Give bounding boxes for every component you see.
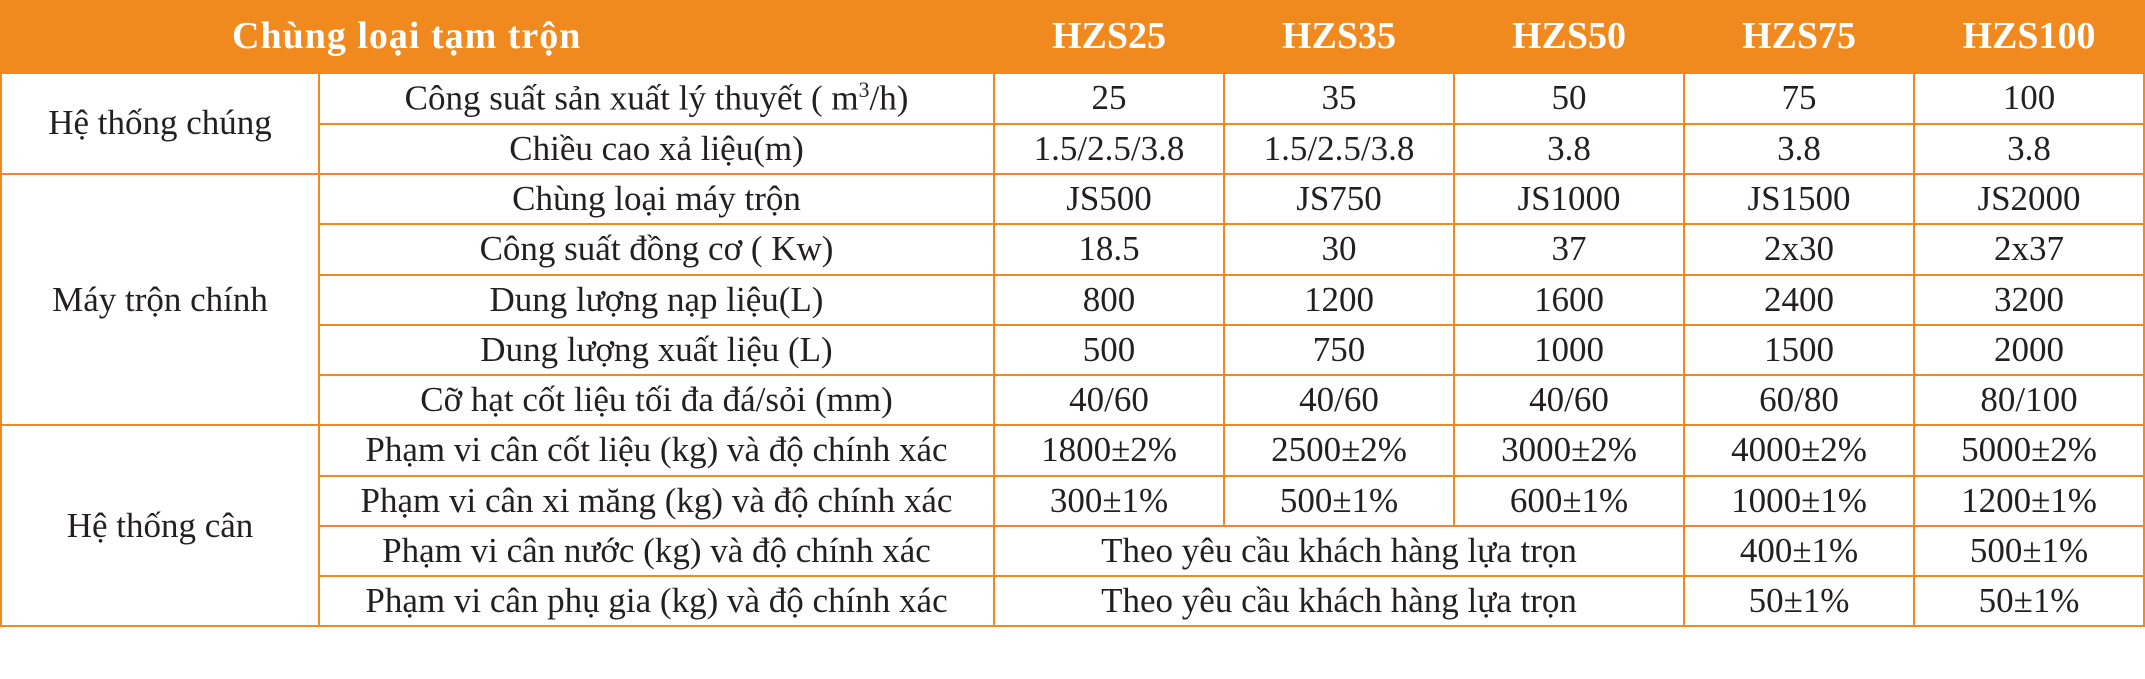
cell-value: JS750 — [1224, 174, 1454, 224]
table-row — [1, 275, 2144, 325]
row-label: Phạm vi cân xi măng (kg) và độ chính xác — [319, 476, 994, 526]
table-row — [1, 425, 2144, 475]
row-label: Cỡ hạt cốt liệu tối đa đá/sỏi (mm) — [319, 375, 994, 425]
cell-value: 40/60 — [1224, 375, 1454, 425]
cell-value: 3.8 — [1914, 124, 2144, 174]
cell-value: 600±1% — [1454, 476, 1684, 526]
cell-value: 800 — [994, 275, 1224, 325]
cell-value: JS1000 — [1454, 174, 1684, 224]
cell-value: 60/80 — [1684, 375, 1914, 425]
cell-value: 40/60 — [994, 375, 1224, 425]
cell-value: 18.5 — [994, 224, 1224, 274]
table-row — [1, 476, 2144, 526]
cell-value: 2000 — [1914, 325, 2144, 375]
cell-value: 1000 — [1454, 325, 1684, 375]
cell-value: 500±1% — [1914, 526, 2144, 576]
cell-value: 1200±1% — [1914, 476, 2144, 526]
cell-value: 500±1% — [1224, 476, 1454, 526]
cell-value: 37 — [1454, 224, 1684, 274]
cell-value: 1.5/2.5/3.8 — [994, 124, 1224, 174]
cell-value: 50 — [1454, 73, 1684, 124]
model-header-hzs50: HZS50 — [1454, 1, 1684, 73]
cell-value: 35 — [1224, 73, 1454, 124]
table-title: Chùng loại tạm trộn — [1, 1, 994, 73]
row-label: Dung lượng nạp liệu(L) — [319, 275, 994, 325]
cell-value: 1800±2% — [994, 425, 1224, 475]
cell-value: 5000±2% — [1914, 425, 2144, 475]
cell-value: 750 — [1224, 325, 1454, 375]
cell-value: 50±1% — [1684, 576, 1914, 626]
table-row — [1, 174, 2144, 224]
row-label: Phạm vi cân cốt liệu (kg) và độ chính xác — [319, 425, 994, 475]
model-header-hzs25: HZS25 — [994, 1, 1224, 73]
cell-value: 500 — [994, 325, 1224, 375]
table-row — [1, 124, 2144, 174]
row-label: Phạm vi cân phụ gia (kg) và độ chính xác — [319, 576, 994, 626]
cell-value: 3.8 — [1684, 124, 1914, 174]
model-header-hzs75: HZS75 — [1684, 1, 1914, 73]
row-label: Chiều cao xả liệu(m) — [319, 124, 994, 174]
cell-value: 25 — [994, 73, 1224, 124]
cell-value: 1200 — [1224, 275, 1454, 325]
row-label — [319, 73, 994, 124]
cell-value: JS2000 — [1914, 174, 2144, 224]
row-label-text-post: /h) — [869, 78, 909, 118]
cell-value: 1600 — [1454, 275, 1684, 325]
cell-value: 1.5/2.5/3.8 — [1224, 124, 1454, 174]
row-label: Phạm vi cân nước (kg) và độ chính xác — [319, 526, 994, 576]
table-row — [1, 224, 2144, 274]
model-header-hzs100: HZS100 — [1914, 1, 2144, 73]
cell-value: 4000±2% — [1684, 425, 1914, 475]
cell-value: 1500 — [1684, 325, 1914, 375]
cell-value: 1000±1% — [1684, 476, 1914, 526]
cell-value: 2x37 — [1914, 224, 2144, 274]
table-row — [1, 576, 2144, 626]
cell-value: 40/60 — [1454, 375, 1684, 425]
row-label-text-pre: Công suất sản xuất lý thuyết ( m — [404, 78, 859, 118]
table-row — [1, 73, 2144, 124]
group-label-he-thong-chung: Hệ thống chúng — [1, 73, 319, 174]
table-row — [1, 526, 2144, 576]
cell-value: 400±1% — [1684, 526, 1914, 576]
row-label-superscript: 3 — [858, 78, 870, 102]
row-label: Công suất đồng cơ ( Kw) — [319, 224, 994, 274]
cell-value-merged: Theo yêu cầu khách hàng lựa trọn — [994, 526, 1684, 576]
cell-value: 50±1% — [1914, 576, 2144, 626]
table-row — [1, 325, 2144, 375]
table-row — [1, 375, 2144, 425]
cell-value: 300±1% — [994, 476, 1224, 526]
cell-value: JS1500 — [1684, 174, 1914, 224]
cell-value-merged: Theo yêu cầu khách hàng lựa trọn — [994, 576, 1684, 626]
cell-value: 2x30 — [1684, 224, 1914, 274]
cell-value: 75 — [1684, 73, 1914, 124]
group-label-may-tron-chinh: Máy trộn chính — [1, 174, 319, 425]
cell-value: 3.8 — [1454, 124, 1684, 174]
cell-value: 30 — [1224, 224, 1454, 274]
model-header-hzs35: HZS35 — [1224, 1, 1454, 73]
cell-value: 3000±2% — [1454, 425, 1684, 475]
cell-value: 2500±2% — [1224, 425, 1454, 475]
row-label: Dung lượng xuất liệu (L) — [319, 325, 994, 375]
cell-value: 3200 — [1914, 275, 2144, 325]
table-header-row — [1, 1, 2144, 73]
cell-value: JS500 — [994, 174, 1224, 224]
cell-value: 100 — [1914, 73, 2144, 124]
group-label-he-thong-can: Hệ thống cân — [1, 425, 319, 626]
cell-value: 80/100 — [1914, 375, 2144, 425]
row-label: Chùng loại máy trộn — [319, 174, 994, 224]
cell-value: 2400 — [1684, 275, 1914, 325]
